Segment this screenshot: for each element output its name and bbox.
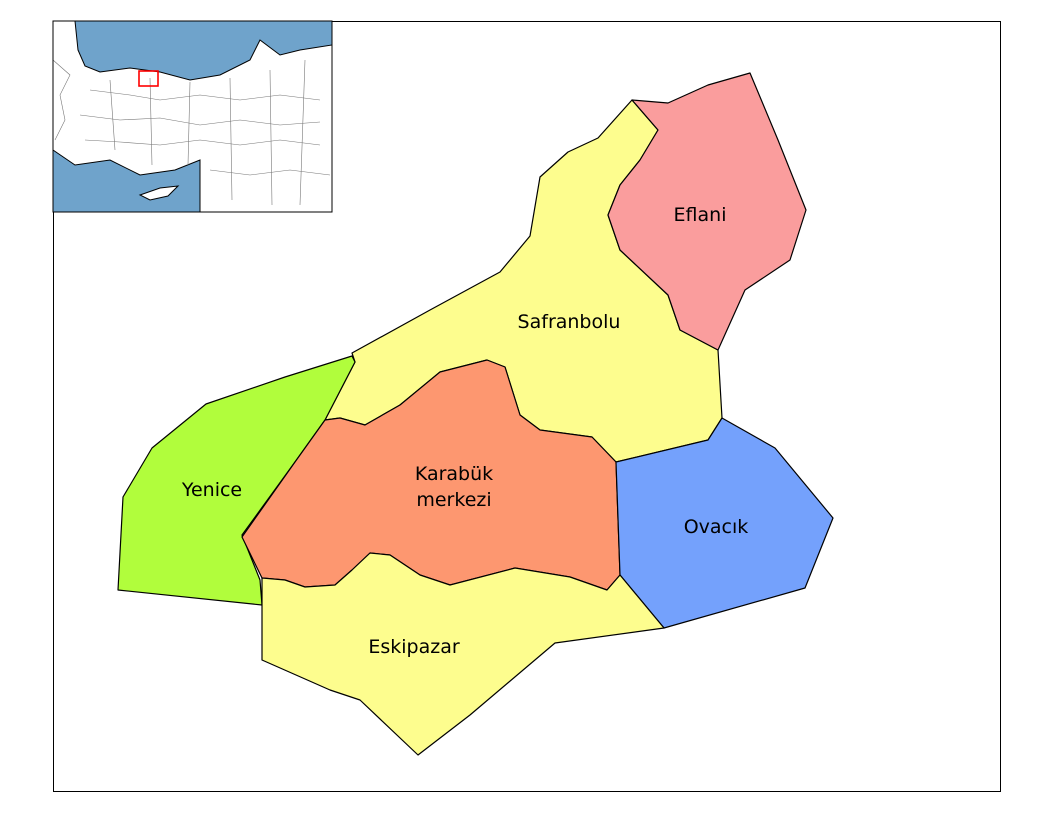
label-safranbolu: Safranbolu [517, 311, 621, 333]
label-eskipazar: Eskipazar [368, 636, 460, 658]
label-karabuk-line1: Karabük [414, 463, 494, 485]
inset-locator-map [53, 21, 332, 212]
label-yenice: Yenice [181, 479, 243, 501]
label-karabuk-line2: merkezi [416, 489, 492, 511]
label-eflani: Eflani [673, 204, 727, 226]
label-ovacik: Ovacık [683, 516, 749, 538]
